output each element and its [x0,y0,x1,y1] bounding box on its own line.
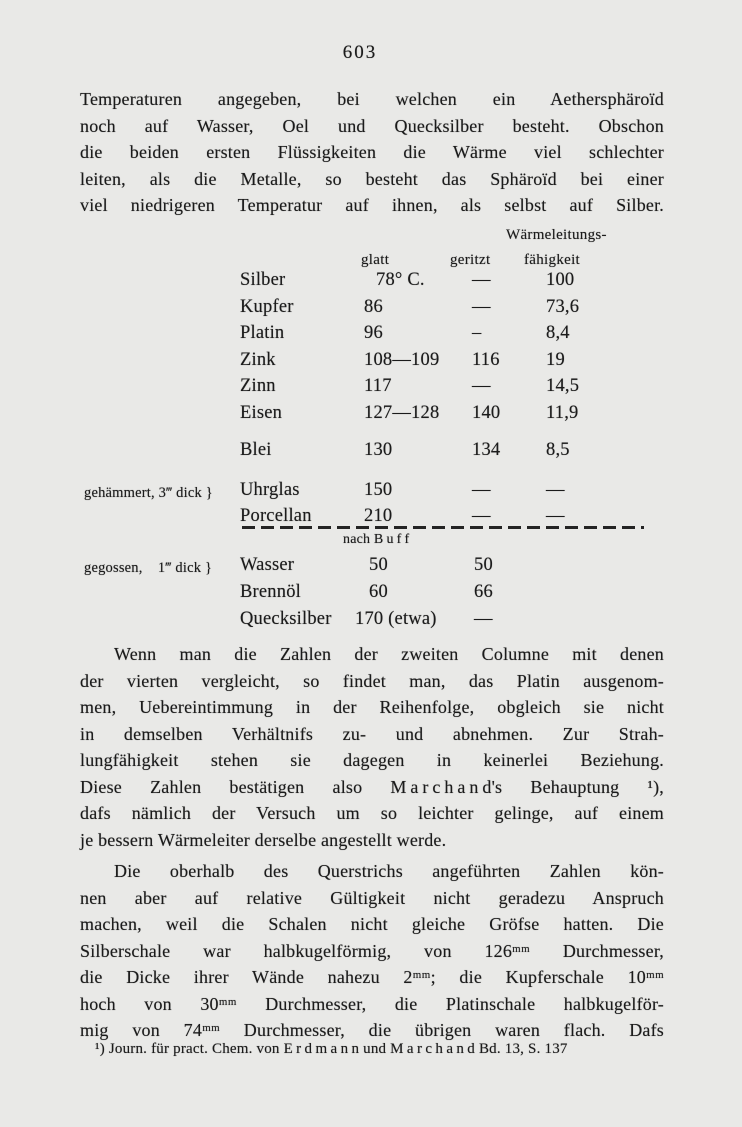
glatt-value: 96 [364,323,383,343]
text-line: viel niedrigeren Temperatur auf ihnen, als selbst auf Silber. [80,195,664,215]
table-row [240,609,652,636]
text-line: Diese Zahlen bestätigen also M a r c h a n d's Behauptung ¹), [80,776,664,797]
geritzt-value: 50 [474,555,493,575]
glatt-value: 108—109 [364,349,440,370]
paragraph-1 [80,86,664,219]
geritzt-value: — [472,376,491,396]
column-header-waermeleitung-line2: fähigkeit [524,252,581,268]
glatt-value: 170 (etwa) [355,609,437,629]
text-line: lungfähigkeit stehen sie dagegen in keinerlei Beziehung. [80,750,664,770]
table-row [240,323,652,350]
geritzt-value: — [474,609,493,629]
table-row [240,297,652,324]
glatt-value: 86 [364,296,383,317]
upper-table-rows [240,270,652,533]
text-line: Die oberhalb des Querstrichs angeführten Zahlen kön- [114,861,664,881]
table-row [240,582,652,609]
substance-name: Blei [240,440,272,460]
text-line: die Dicke ihrer Wände nahezu 2ᵐᵐ; die Kupferschale 10ᵐᵐ [80,967,664,987]
column-header-glatt: glatt [361,252,390,268]
geritzt-value: — [472,296,491,317]
geritzt-value: 116 [472,349,500,370]
text-line: Silberschale war halbkugelförmig, von 126ᵐᵐ Durchmesser, [80,940,664,961]
section-label-nach-buff: nach B u f f [343,532,410,547]
waerme-value: 14,5 [546,376,580,396]
table-row [240,440,652,467]
glatt-value: 130 [364,440,393,460]
paragraph-3 [80,858,664,1044]
text-line: hoch von 30ᵐᵐ Durchmesser, die Platinschale halbkugelför- [80,993,664,1014]
text-line: je bessern Wärmeleiter derselbe angestellt werde. [80,829,447,850]
substance-name: Zinn [240,376,276,396]
substance-name: Uhrglas [240,479,300,500]
substance-name: Quecksilber [240,609,332,629]
text-line: Temperaturen angegeben, bei welchen ein Aethersphäroïd [80,89,664,109]
substance-name: Porcellan [240,506,312,526]
text-line: mig von 74ᵐᵐ Durchmesser, die übrigen waren flach. Dafs [80,1020,664,1040]
page-number: 603 [342,42,378,63]
text-line: Wenn man die Zahlen der zweiten Columne mit denen [114,644,664,664]
glatt-value: 150 [364,479,393,500]
geritzt-value: 140 [472,402,501,423]
geritzt-value: — [472,506,491,526]
footnote-citation: ¹) Journ. für pract. Chem. von E r d m a n n und M a r c h a n d Bd. 13, S. 137 [95,1041,568,1057]
glatt-value: 117 [364,376,392,396]
margin-note-line: gegossen, 1‴ dick } [84,560,213,576]
glatt-value: 60 [369,582,388,602]
table-row [240,376,652,403]
substance-name: Wasser [240,555,295,575]
waerme-value: 8,5 [546,440,570,460]
text-line: in demselben Verhältnifs zu- und abnehmen. Zur Strah- [80,723,664,744]
lower-table-rows [240,555,652,636]
geritzt-value: — [472,479,491,500]
substance-name: Kupfer [240,296,294,317]
geritzt-value: — [472,270,491,290]
margin-note-lead-thickness [84,431,213,631]
text-line: die beiden ersten Flüssigkeiten die Wärme viel schlechter [80,142,664,162]
waerme-value: — [546,479,565,500]
text-line: noch auf Wasser, Oel und Quecksilber besteht. Obschon [80,115,664,136]
table-row [240,555,652,582]
text-line: nen aber auf relative Gültigkeit nicht geradezu Anspruch [80,887,664,908]
waerme-value: 73,6 [546,296,580,317]
paragraph-2 [80,641,664,853]
dashed-divider-rule [242,526,644,529]
table-row [240,270,652,297]
geritzt-value: 66 [474,582,493,602]
substance-name: Brennöl [240,582,302,602]
table-row [240,403,652,430]
text-line: men, Uebereintimmung in der Reihenfolge, obgleich sie nicht [80,697,664,717]
waerme-value: 8,4 [546,323,570,343]
glatt-value: 78° C. [376,270,425,290]
text-line: der vierten vergleicht, so findet man, das Platin ausgenom- [80,670,664,691]
substance-name: Zink [240,349,276,370]
table-row [240,480,652,507]
geritzt-value: 134 [472,440,501,460]
substance-name: Silber [240,270,286,290]
margin-note-line: gehämmert, 3‴ dick } [84,485,213,501]
text-line: machen, weil die Schalen nicht gleiche Gröfse hatten. Die [80,914,664,934]
geritzt-value: – [472,323,482,343]
waerme-value: 100 [546,270,575,290]
column-header-geritzt: geritzt [450,252,491,268]
waerme-value: 11,9 [546,402,579,423]
glatt-value: 127—128 [364,402,440,423]
table-row [240,350,652,377]
conductivity-table [240,225,652,645]
glatt-value: 50 [369,555,388,575]
substance-name: Eisen [240,402,283,423]
waerme-value: 19 [546,349,565,370]
substance-name: Platin [240,323,285,343]
column-header-waermeleitung-line1: Wärmeleitungs- [506,227,607,243]
text-line: dafs nämlich der Versuch um so leichter gelinge, auf einem [80,803,664,823]
waerme-value: — [546,506,565,526]
text-line: leiten, als die Metalle, so besteht das Sphäroïd bei einer [80,168,664,189]
glatt-value: 210 [364,506,393,526]
